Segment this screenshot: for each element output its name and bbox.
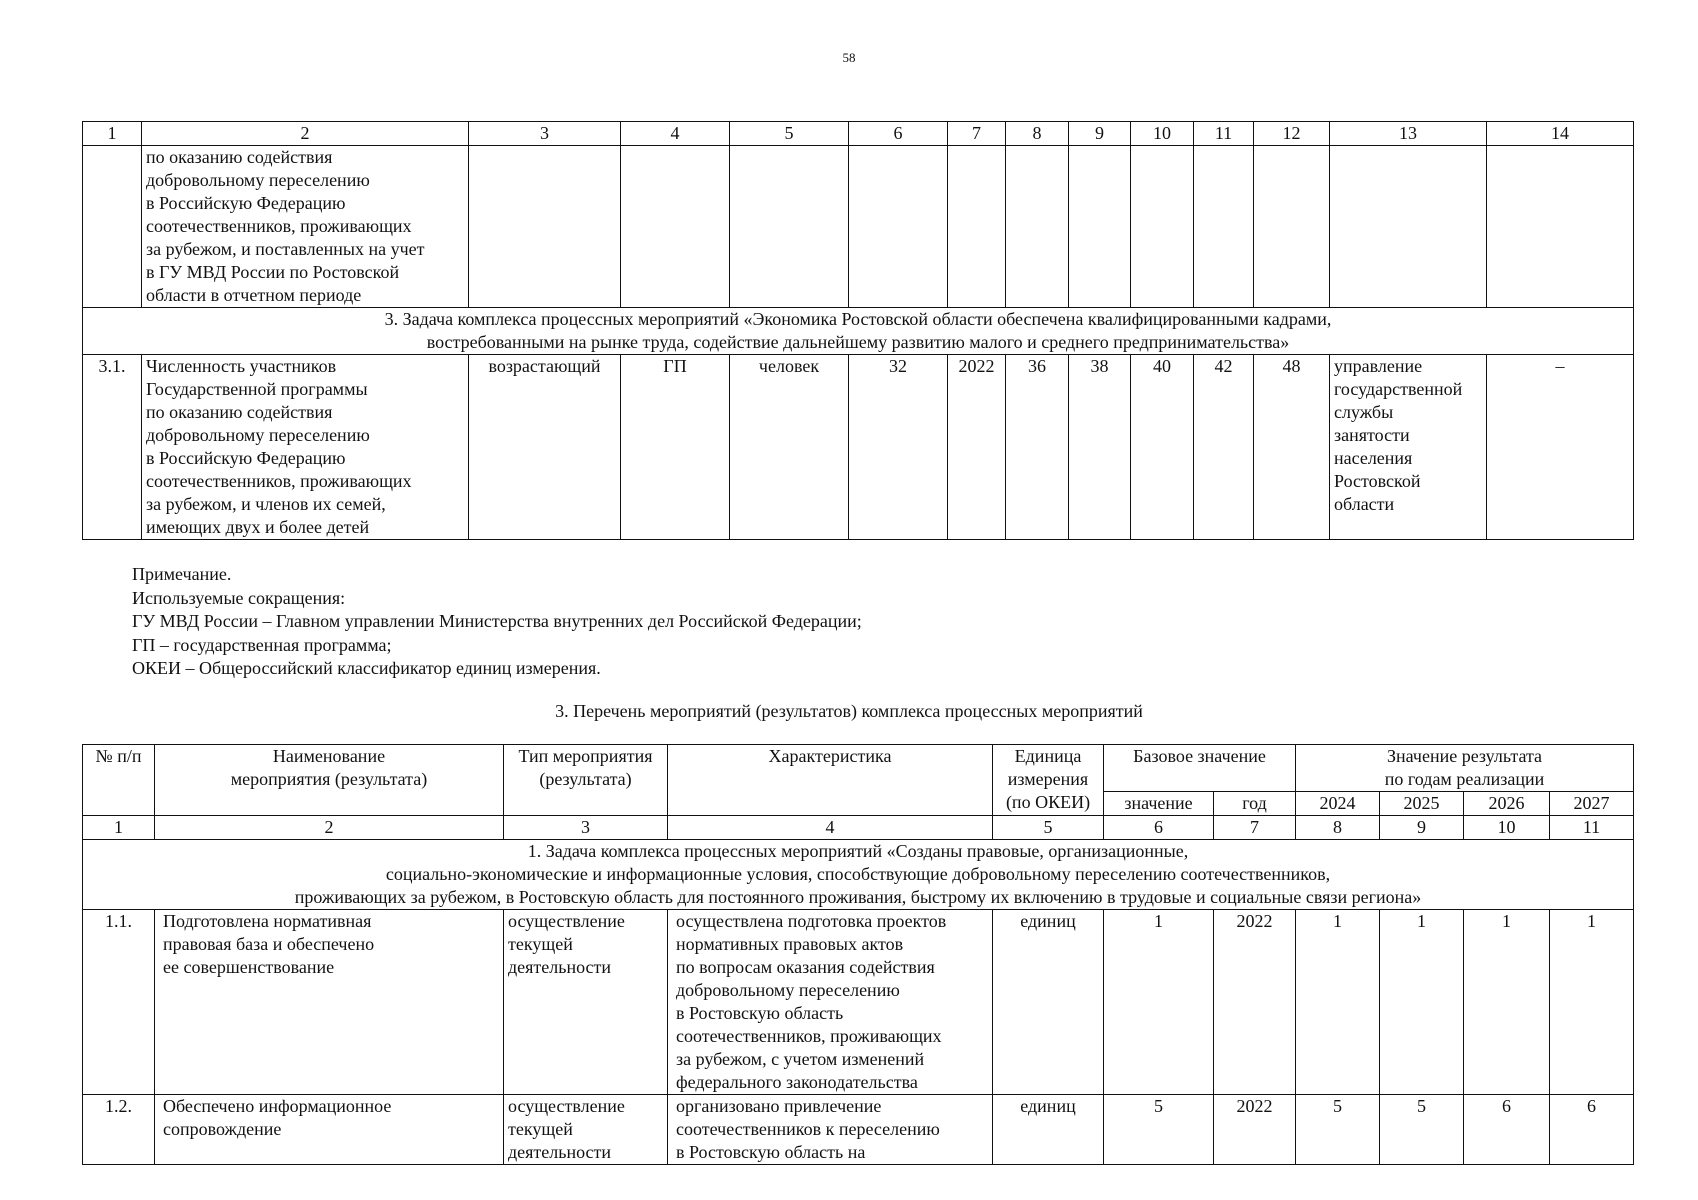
col-num: 7	[1214, 816, 1296, 840]
header-year: 2024	[1296, 792, 1380, 816]
col-num: 3	[504, 816, 668, 840]
base-value: 1	[1104, 910, 1214, 1095]
row-number: 1.2.	[83, 1095, 155, 1165]
base-value: 32	[849, 355, 948, 540]
measure-name: Подготовлена нормативная правовая база и обеспечено ее совершенствование	[155, 910, 504, 1095]
table-row	[83, 146, 1634, 308]
col-num: 13	[1330, 122, 1487, 146]
col-num: 6	[1104, 816, 1214, 840]
value-2025: 1	[1380, 910, 1464, 1095]
col-num: 5	[993, 816, 1104, 840]
col-num: 2	[155, 816, 504, 840]
header-base: Базовое значение	[1104, 745, 1296, 792]
row-number: 3.1.	[83, 355, 142, 540]
value-cell: 48	[1254, 355, 1330, 540]
responsible: управление государственной службы занятости населения Ростовской области	[1330, 355, 1487, 540]
col-num: 8	[1296, 816, 1380, 840]
column-number-row	[83, 122, 1634, 146]
col-num: 4	[621, 122, 730, 146]
indicator-name: Численность участников Государственной программы по оказанию содействия добровольному переселению в Российскую Федерацию соотечественников, проживающих за рубежом, и членов их семей, имеющих двух и более детей	[142, 355, 469, 540]
task-row	[83, 840, 1634, 910]
indicators-table	[82, 121, 1634, 540]
header-base-year: год	[1214, 792, 1296, 816]
col-num: 4	[668, 816, 993, 840]
indicator-name: по оказанию содействия добровольному переселению в Российскую Федерацию соотечественников, проживающих за рубежом, и поставленных на учет в ГУ МВД России по Ростовской области в отчетном периоде	[142, 146, 469, 308]
value-2026: 6	[1464, 1095, 1550, 1165]
task-title: 1. Задача комплекса процессных мероприятий «Созданы правовые, организационные, социально-экономические и информационные условия, способствующие добровольному переселению соотечественников, проживающих за рубежом, в Ростовскую область для постоянного проживания, быстрому их включению в трудовые и социальные связи региона»	[83, 840, 1634, 910]
value-2027: 6	[1550, 1095, 1634, 1165]
col-num: 3	[469, 122, 621, 146]
base-year: 2022	[1214, 1095, 1296, 1165]
header-year: 2026	[1464, 792, 1550, 816]
notes	[132, 563, 862, 681]
row-number: 1.1.	[83, 910, 155, 1095]
value-2027: 1	[1550, 910, 1634, 1095]
col14-value: –	[1487, 355, 1634, 540]
value-cell: 36	[1006, 355, 1069, 540]
note-line: ОКЕИ – Общероссийский классификатор единиц измерения.	[132, 658, 601, 678]
page-number: 58	[842, 50, 856, 65]
measures-table	[82, 744, 1634, 1165]
column-number-row	[83, 816, 1634, 840]
header-year: 2025	[1380, 792, 1464, 816]
col-num: 6	[849, 122, 948, 146]
measure-characteristic: организовано привлечение соотечественников к переселению в Ростовскую область на	[668, 1095, 993, 1165]
unit: единиц	[993, 1095, 1104, 1165]
value-2026: 1	[1464, 910, 1550, 1095]
header-base-value: значение	[1104, 792, 1214, 816]
note-line: ГП – государственная программа;	[132, 634, 392, 655]
value-2024: 1	[1296, 910, 1380, 1095]
header-type: Тип мероприятия (результата)	[504, 745, 668, 816]
col-num: 1	[83, 816, 155, 840]
col-num: 11	[1194, 122, 1254, 146]
table-row	[83, 355, 1634, 540]
measure-type: осуществление текущей деятельности	[504, 1095, 668, 1165]
measure-type: осуществление текущей деятельности	[504, 910, 668, 1095]
col-num: 10	[1464, 816, 1550, 840]
header-name: Наименование мероприятия (результата)	[155, 745, 504, 816]
col-num: 2	[142, 122, 469, 146]
col-num: 9	[1380, 816, 1464, 840]
task-row	[83, 308, 1634, 355]
level: ГП	[621, 355, 730, 540]
col-num: 5	[730, 122, 849, 146]
section-heading: 3. Перечень мероприятий (результатов) комплекса процессных мероприятий	[555, 701, 1143, 721]
col-num: 8	[1006, 122, 1069, 146]
base-year: 2022	[948, 355, 1006, 540]
value-cell: 38	[1069, 355, 1131, 540]
base-year: 2022	[1214, 910, 1296, 1095]
header-result: Значение результата по годам реализации	[1296, 745, 1634, 792]
col-num: 10	[1131, 122, 1194, 146]
header-unit: Единица измерения (по ОКЕИ)	[993, 745, 1104, 816]
measure-characteristic: осуществлена подготовка проектов нормативных правовых актов по вопросам оказания содействия добровольному переселению в Ростовскую область соотечественников, проживающих за рубежом, с учетом изменений федерального законодательства	[668, 910, 993, 1095]
value-cell: 40	[1131, 355, 1194, 540]
notes-intro: Используемые сокращения:	[132, 587, 346, 608]
col-num: 9	[1069, 122, 1131, 146]
value-cell: 42	[1194, 355, 1254, 540]
unit: человек	[730, 355, 849, 540]
col-num: 11	[1550, 816, 1634, 840]
header-characteristic: Характеристика	[668, 745, 993, 816]
notes-title: Примечание.	[132, 564, 232, 584]
note-line: ГУ МВД России – Главном управлении Министерства внутренних дел Российской Федерации;	[132, 611, 862, 631]
header-row	[83, 745, 1634, 792]
measure-name: Обеспечено информационное сопровождение	[155, 1095, 504, 1165]
header-year: 2027	[1550, 792, 1634, 816]
col-num: 7	[948, 122, 1006, 146]
value-2025: 5	[1380, 1095, 1464, 1165]
col-num: 14	[1487, 122, 1634, 146]
header-num: № п/п	[83, 745, 155, 816]
col-num: 12	[1254, 122, 1330, 146]
col-num: 1	[83, 122, 142, 146]
task-title: 3. Задача комплекса процессных мероприятий «Экономика Ростовской области обеспечена квалифицированными кадрами, востребованными на рынке труда, содействие дальнейшему развитию малого и среднего предпринимательства»	[83, 308, 1634, 355]
unit: единиц	[993, 910, 1104, 1095]
table-row	[83, 910, 1634, 1095]
value-2024: 5	[1296, 1095, 1380, 1165]
table-row	[83, 1095, 1634, 1165]
base-value: 5	[1104, 1095, 1214, 1165]
trend: возрастающий	[469, 355, 621, 540]
